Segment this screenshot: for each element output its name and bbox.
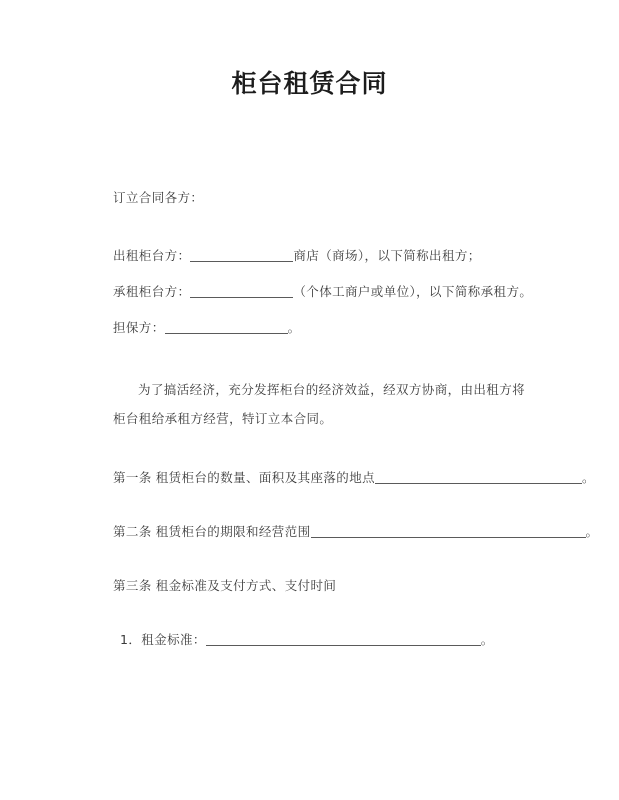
- clause-3: [113, 576, 523, 596]
- spacer-after-intro: [113, 208, 523, 246]
- spacer-before-preamble: [113, 338, 523, 376]
- clause-3-text: 租金标准及支付方式、支付时间: [155, 577, 337, 593]
- guarantor-label: 担保方：: [113, 320, 165, 335]
- lessee-label: 承租柜台方：: [113, 284, 191, 299]
- party-row-lessor: [113, 246, 523, 266]
- sub-item-1-number: 1．: [120, 631, 142, 647]
- clause-2: [113, 522, 599, 542]
- clause-2-suffix: 。: [585, 523, 599, 539]
- lessor-blank-field[interactable]: [190, 249, 293, 262]
- lessor-label: 出租柜台方：: [113, 248, 191, 263]
- sub-item-1-suffix: 。: [480, 631, 494, 647]
- clause-1-text: 租赁柜台的数量、面积及其座落的地点: [155, 469, 376, 485]
- sub-item-1-text: 租金标准：: [141, 631, 206, 647]
- lessor-suffix: 商店（商场），以下简称出租方；: [293, 248, 481, 263]
- clause-3-number: 第三条: [113, 577, 152, 593]
- spacer-before-clause-3: [113, 542, 523, 576]
- intro-heading: 订立合同各方：: [113, 190, 204, 205]
- guarantor-blank-field[interactable]: [165, 321, 288, 334]
- clause-1: [113, 468, 595, 488]
- clause-2-blank-field[interactable]: [311, 525, 586, 538]
- preamble-paragraph: 为了搞活经济，充分发挥柜台的经济效益，经双方协商，由出租方将柜台租给承租方经营，特订立本合同。: [113, 382, 526, 426]
- party-row-lessee: [113, 282, 533, 302]
- document-title: 柜台租赁合同: [231, 69, 388, 98]
- lessee-suffix: （个体工商户或单位），以下简称承租方。: [293, 284, 533, 299]
- spacer-before-clause-1: [113, 434, 523, 468]
- document-body: [113, 188, 599, 650]
- sub-item-1: [113, 630, 523, 650]
- lessee-blank-field[interactable]: [190, 285, 293, 298]
- sub-item-1-blank-field[interactable]: [206, 633, 481, 646]
- spacer-before-clause-2: [113, 488, 523, 522]
- clause-1-number: 第一条: [113, 469, 152, 485]
- clause-2-number: 第二条: [113, 523, 152, 539]
- guarantor-suffix: 。: [287, 320, 301, 335]
- spacer-before-sub-item-1: [113, 596, 523, 630]
- clause-2-text: 租赁柜台的期限和经营范围: [155, 523, 311, 539]
- party-row-guarantor: [113, 318, 523, 338]
- clause-1-suffix: 。: [582, 469, 595, 485]
- clause-1-blank-field[interactable]: [375, 471, 582, 484]
